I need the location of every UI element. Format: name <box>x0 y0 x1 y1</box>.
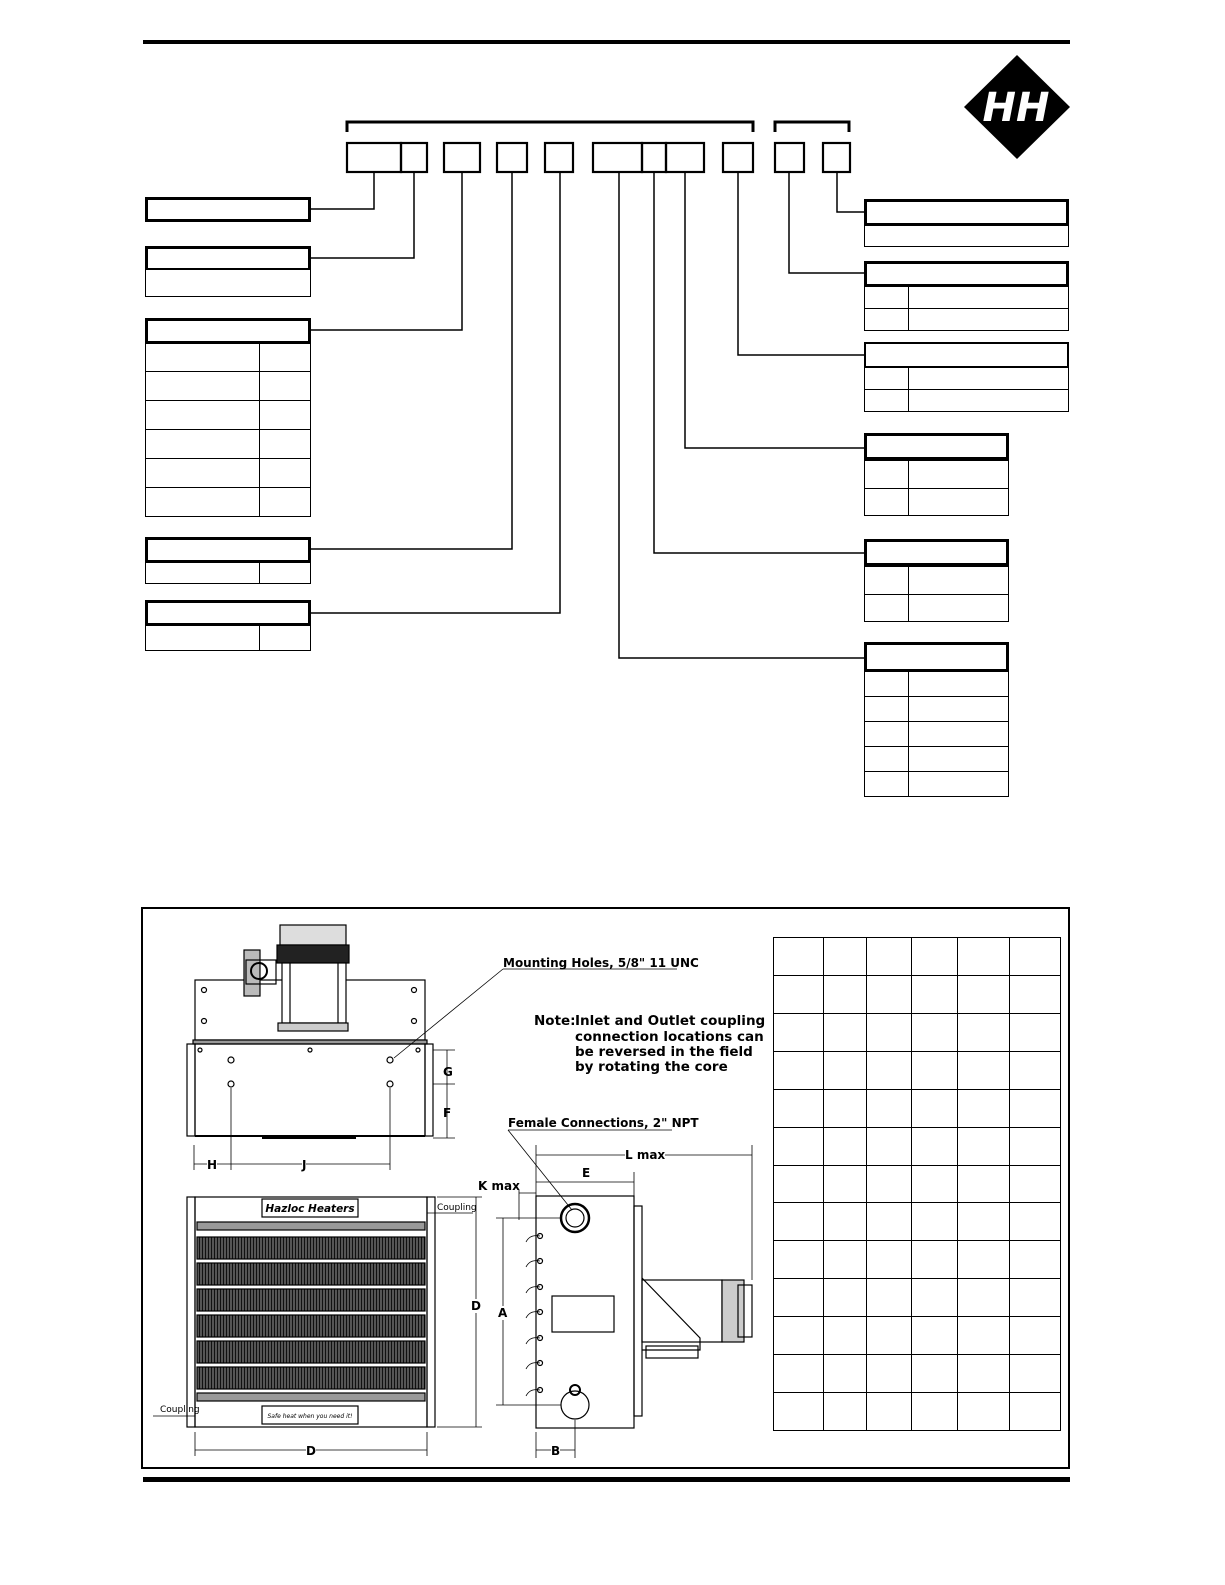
dimension-cell <box>1010 1279 1061 1317</box>
dim-g: G <box>443 1065 453 1079</box>
note-prefix: Note: <box>534 1013 576 1029</box>
dim-l: L max <box>625 1148 666 1162</box>
dimension-cell <box>957 1279 1010 1317</box>
dimension-cell <box>957 1317 1010 1355</box>
dimension-cell <box>866 975 911 1013</box>
dimension-cell <box>774 1013 824 1051</box>
dimension-cell <box>866 1203 911 1241</box>
dimension-row <box>774 1317 1061 1355</box>
dimension-row <box>774 1241 1061 1279</box>
note-line-1: Inlet and Outlet coupling <box>575 1013 766 1029</box>
dimension-cell <box>911 1165 957 1203</box>
dimension-cell <box>823 1127 866 1165</box>
female-connections-callout: Female Connections, 2" NPT <box>508 1116 699 1130</box>
dimension-cell <box>957 1165 1010 1203</box>
dimension-cell <box>1010 1203 1061 1241</box>
dimension-cell <box>866 1089 911 1127</box>
dimension-cell <box>1010 1165 1061 1203</box>
dimension-cell <box>911 1279 957 1317</box>
dimension-cell <box>823 1241 866 1279</box>
dimension-cell <box>957 1127 1010 1165</box>
dim-e: E <box>582 1166 591 1180</box>
dimension-cell <box>866 938 911 976</box>
dimension-cell <box>774 1089 824 1127</box>
dimension-cell <box>823 1317 866 1355</box>
dimension-cell <box>866 1279 911 1317</box>
dimension-cell <box>957 1203 1010 1241</box>
dimension-cell <box>911 1051 957 1089</box>
dimension-row <box>774 938 1061 976</box>
dim-d-side: D <box>471 1299 481 1313</box>
dim-h: H <box>207 1158 218 1172</box>
dimension-cell <box>1010 1089 1061 1127</box>
dim-a: A <box>498 1306 508 1320</box>
dimension-cell <box>911 1241 957 1279</box>
dimension-cell <box>911 1203 957 1241</box>
dimension-cell <box>866 1241 911 1279</box>
dimension-cell <box>1010 1355 1061 1393</box>
dimension-cell <box>1010 1393 1061 1431</box>
dimension-cell <box>1010 975 1061 1013</box>
mounting-holes-callout: Mounting Holes, 5/8" 11 UNC <box>503 956 699 970</box>
dimension-cell <box>957 1393 1010 1431</box>
dimension-cell <box>957 1051 1010 1089</box>
dimension-cell <box>1010 1241 1061 1279</box>
dimension-cell <box>957 1355 1010 1393</box>
dimension-cell <box>774 1127 824 1165</box>
dimension-cell <box>957 1013 1010 1051</box>
dimension-cell <box>774 938 824 976</box>
dimension-cell <box>1010 1127 1061 1165</box>
tagline-plate: Safe heat when you need it! <box>267 1413 353 1420</box>
dimension-cell <box>823 975 866 1013</box>
dimension-cell <box>1010 1013 1061 1051</box>
dimension-cell <box>866 1355 911 1393</box>
coupling-top-label: Coupling <box>437 1203 477 1213</box>
dimension-cell <box>823 1203 866 1241</box>
dimension-cell <box>911 975 957 1013</box>
dimension-cell <box>911 1089 957 1127</box>
dimension-cell <box>823 1279 866 1317</box>
dimension-cell <box>911 1127 957 1165</box>
hazloc-badge: Hazloc Heaters <box>265 1203 355 1215</box>
dimension-row <box>774 975 1061 1013</box>
dimension-row <box>774 1051 1061 1089</box>
dimension-row <box>774 1355 1061 1393</box>
dimension-cell <box>957 975 1010 1013</box>
note-line-4: by rotating the core <box>575 1059 728 1075</box>
dimension-cell <box>774 1051 824 1089</box>
side-view <box>496 1130 752 1458</box>
dimension-cell <box>866 1127 911 1165</box>
dimension-cell <box>823 1089 866 1127</box>
dimension-cell <box>823 1355 866 1393</box>
note-line-3: be reversed in the field <box>575 1044 753 1060</box>
dimension-cell <box>823 1051 866 1089</box>
dimension-cell <box>866 1393 911 1431</box>
dimension-cell <box>866 1013 911 1051</box>
logo-text: HH <box>982 85 1050 131</box>
dim-d-bottom: D <box>306 1444 316 1458</box>
dimension-cell <box>823 1393 866 1431</box>
dimension-cell <box>866 1051 911 1089</box>
dimension-table <box>773 937 1061 1431</box>
dimension-cell <box>866 1165 911 1203</box>
dimension-row <box>774 1127 1061 1165</box>
dimension-cell <box>957 1241 1010 1279</box>
dimension-row <box>774 1203 1061 1241</box>
dimension-row <box>774 1279 1061 1317</box>
dimension-cell <box>957 1089 1010 1127</box>
dimension-cell <box>774 1393 824 1431</box>
dimension-cell <box>823 1013 866 1051</box>
dim-j: J <box>302 1158 307 1172</box>
dimension-cell <box>823 1165 866 1203</box>
dimension-row <box>774 1165 1061 1203</box>
dim-b: B <box>551 1444 561 1458</box>
dimension-cell <box>774 1317 824 1355</box>
dimension-cell <box>1010 1051 1061 1089</box>
dimension-cell <box>1010 1317 1061 1355</box>
dimension-cell <box>866 1317 911 1355</box>
dimension-cell <box>911 1317 957 1355</box>
dimension-cell <box>911 1013 957 1051</box>
dimension-cell <box>774 975 824 1013</box>
dimension-row <box>774 1013 1061 1051</box>
dimension-cell <box>911 1393 957 1431</box>
note-line-2: connection locations can <box>575 1029 764 1045</box>
dimension-cell <box>774 1279 824 1317</box>
dimension-cell <box>774 1241 824 1279</box>
dimension-cell <box>774 1165 824 1203</box>
dim-k: K max <box>478 1179 520 1193</box>
dimension-row <box>774 1393 1061 1431</box>
dimension-row <box>774 1089 1061 1127</box>
dimension-cell <box>774 1355 824 1393</box>
dimension-cell <box>774 1203 824 1241</box>
dimension-cell <box>957 938 1010 976</box>
dimension-cell <box>1010 938 1061 976</box>
dimension-cell <box>911 938 957 976</box>
coupling-bottom-label: Coupling <box>160 1405 200 1415</box>
dimension-cell <box>823 938 866 976</box>
dim-f: F <box>443 1106 452 1120</box>
dimension-cell <box>911 1355 957 1393</box>
